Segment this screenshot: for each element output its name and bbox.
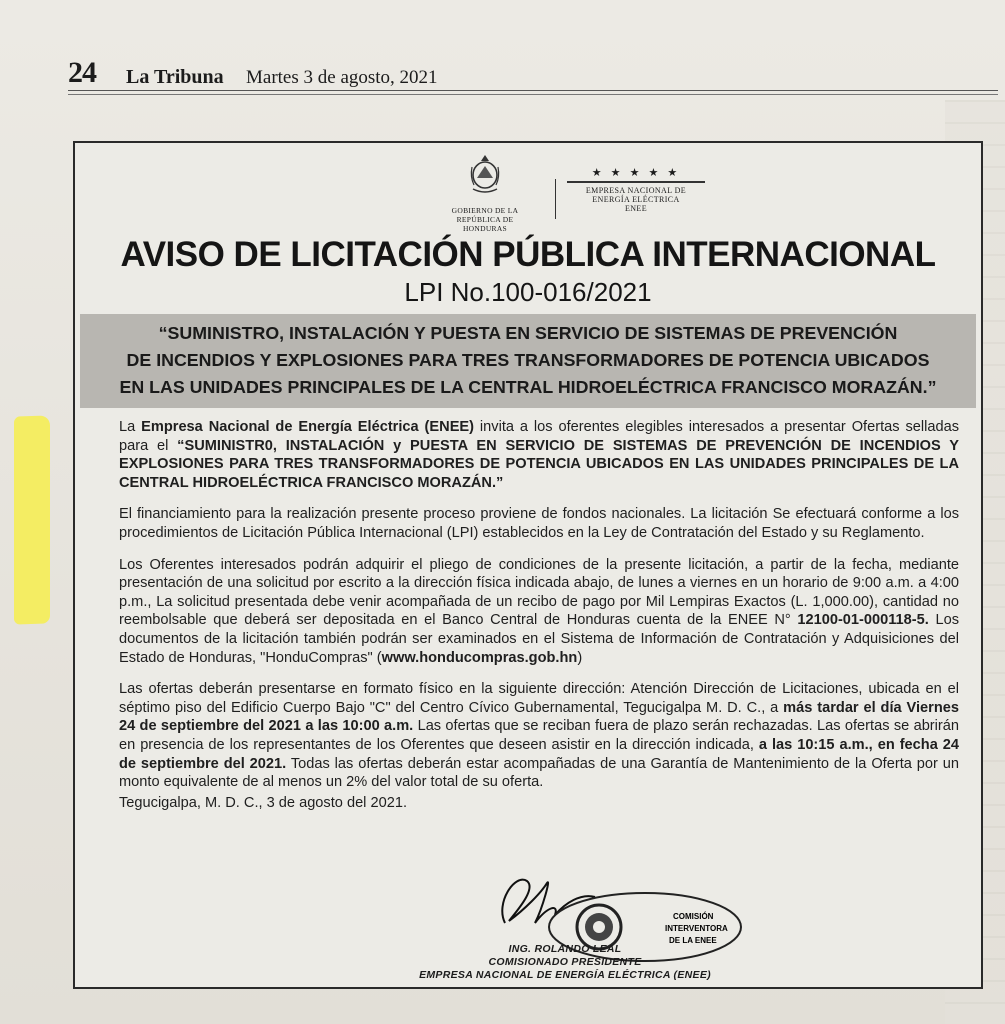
stamp-line-2: INTERVENTORA xyxy=(665,924,728,933)
government-logo xyxy=(435,153,535,231)
place-and-date: Tegucigalpa, M. D. C., 3 de agosto del 2021. xyxy=(119,794,407,811)
notice-title: AVISO DE LICITACIÓN PÚBLICA INTERNACIONAL xyxy=(120,235,936,274)
submission-paragraph: Las ofertas deberán presentarse en formato físico en la siguiente dirección: Atención Dirección de Licitaciones, ubicada en el séptimo piso del Edificio Cuerpo Bajo "C" del Centro Cívico Gubernamental, Tegucigalpa M. D. C., a más tardar el día Viernes 24 de septiembre del 2021 a las 10:00 a.m. Las ofertas que se reciban fuera de plazo serán rechazadas. Las ofertas se abrirán en presencia de los representantes de los Oferentes que deseen asistir en la dirección indicada, a las 10:15 a.m., en fecha 24 de septiembre del 2021. Todas las ofertas deberán estar acompañadas de una Garantía de Mantenimiento de la Oferta por un monto equivalente de al menos un 2% del valor total de su oferta. xyxy=(119,681,960,791)
honduras-seal-icon xyxy=(468,153,502,195)
tender-code: LPI No.100-016/2021 xyxy=(404,277,652,307)
signatory-organization: EMPRESA NACIONAL DE ENERGÍA ELÉCTRICA (ENEE) xyxy=(419,969,711,981)
stamp-line-1: COMISIÓN xyxy=(673,912,714,921)
enee-logo-bar xyxy=(567,181,705,183)
issue-date: Martes 3 de agosto, 2021 xyxy=(246,67,438,88)
enee-caption-1: EMPRESA NACIONAL DE xyxy=(585,186,687,195)
signatory xyxy=(375,943,755,982)
financing-paragraph: El financiamiento para la realización presente proceso proviene de fondos nacionales. La licitación Se efectuará conforme a los procedimientos de Licitación Pública Internacional (LPI) establecidos en la Ley de Contratación del Estado y su Reglamento. xyxy=(119,506,959,541)
government-caption-1: GOBIERNO DE LA xyxy=(451,206,519,215)
organization-name: Empresa Nacional de Energía Eléctrica (ENEE) xyxy=(141,419,475,435)
opening-date: a las 10:15 a.m., en fecha 24 de septiembre del 2021. xyxy=(119,736,960,772)
signature-block xyxy=(375,863,795,985)
logo-divider xyxy=(555,179,556,219)
highlighter-mark xyxy=(14,415,50,624)
project-line-2: DE INCENDIOS Y EXPLOSIONES PARA TRES TRANSFORMADORES DE POTENCIA UBICADOS xyxy=(126,350,930,370)
newspaper-name: La Tribuna xyxy=(126,66,224,88)
submission-deadline: más tardar el día Viernes 24 de septiembre del 2021 a las 10:00 a.m. xyxy=(119,699,959,735)
tender-notice xyxy=(73,141,983,989)
header-rule xyxy=(68,90,998,95)
enee-caption-3: ENEE xyxy=(624,204,648,213)
bank-account: 12100-01-000118-5. xyxy=(797,612,929,629)
project-name: “SUMINISTR0, INSTALACIÓN y PUESTA EN SERVICIO DE SISTEMAS DE PREVENCIÓN DE INCENDIOS Y EXPLOSIONES PARA TRES TRANSFORMADORES DE POTENCIA UBICADOS EN LAS UNIDADES PRINCIPALES DE LA CENTRAL HIDROELÉCTRICA FRANCISCO MORAZÁN.” xyxy=(119,437,959,491)
project-line-3: EN LAS UNIDADES PRINCIPALES DE LA CENTRAL HIDROELÉCTRICA FRANCISCO MORAZÁN.” xyxy=(119,377,937,397)
signatory-role: COMISIONADO PRESIDENTE xyxy=(488,956,642,968)
enee-logo xyxy=(561,167,711,213)
page-number: 24 xyxy=(68,56,96,89)
notice-body xyxy=(119,418,959,812)
government-caption-2: REPÚBLICA DE HONDURAS xyxy=(456,215,514,233)
honducompras-link: www.honducompras.gob.hn xyxy=(381,649,578,666)
enee-caption-2: ENERGÍA ELÉCTRICA xyxy=(592,195,680,204)
project-title-band xyxy=(80,314,976,408)
logos-row xyxy=(365,153,725,235)
newspaper-header xyxy=(68,54,988,94)
project-line-1: “SUMINISTRO, INSTALACIÓN Y PUESTA EN SERVICIO DE SISTEMAS DE PREVENCIÓN xyxy=(158,323,898,343)
stars-icon: ★ ★ ★ ★ ★ xyxy=(591,167,681,179)
documents-paragraph: Los Oferentes interesados podrán adquirir el pliego de condiciones de la presente licitación, a partir de la fecha, mediante presentación de una solicitud por escrito a la dirección física indicada abajo, de lunes a viernes en un horario de 9:00 a.m. a 4:00 p.m., La solicitud presentada debe venir acompañada de un recibo de pago por Mil Lempiras Exactos (L. 1,000.00), cantidad no reembolsable que deberá ser depositada en el Banco Central de Honduras cuenta de la ENEE N° 12100-01-000118-5. Los documentos de la licitación también podrán ser examinados en el Sistema de Información de Contratación y Adquisiciones del Estado de Honduras, "HonduCompras" (www.honducompras.gob.hn) xyxy=(119,556,959,666)
signatory-name: ING. ROLANDO LEAL xyxy=(508,943,622,955)
invitation-paragraph: La Empresa Nacional de Energía Eléctrica (ENEE) invita a los oferentes elegibles interesados a presentar Ofertas selladas para el “SUMINISTR0, INSTALACIÓN y PUESTA EN SERVICIO DE SISTEMAS DE PREVENCIÓN DE INCENDIOS Y EXPLOSIONES PARA TRES TRANSFORMADORES DE POTENCIA UBICADOS EN LAS UNIDADES PRINCIPALES DE LA CENTRAL HIDROELÉCTRICA FRANCISCO MORAZÁN.” xyxy=(119,419,959,491)
stamp-line-3: DE LA ENEE xyxy=(669,936,717,945)
